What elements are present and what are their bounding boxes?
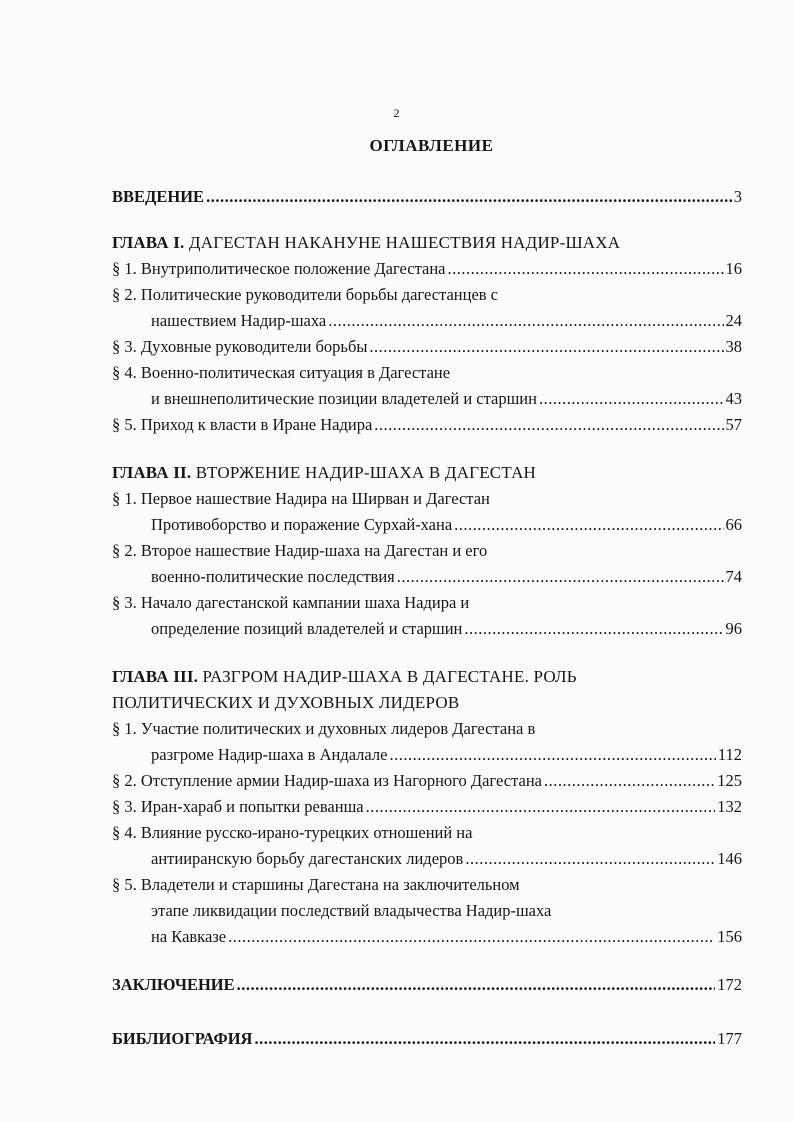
toc-entry-label: БИБЛИОГРАФИЯ [112,1029,253,1048]
dot-leader [237,972,716,998]
toc-section-line [112,334,742,360]
dot-leader [254,1026,715,1052]
dot-leader [454,512,723,538]
toc-entry-page: 177 [717,1029,742,1048]
dot-leader [539,386,724,412]
toc-section-line [112,898,742,924]
toc-section-label: § 1. Участие политических и духовных лидеров Дагестана в [112,719,536,738]
toc-entry-conclusion [112,972,742,998]
page-title: ОГЛАВЛЕНИЕ [369,136,494,155]
toc-section-line [112,794,742,820]
toc-section-label: Противоборство и поражение Сурхай-хана [151,515,453,534]
dot-leader [447,256,723,282]
toc-section-line [112,282,742,308]
dot-leader [228,924,715,950]
toc-section-label: § 2. Отступление армии Надир-шаха из Нагорного Дагестана [112,771,542,790]
page-number: 2 [393,106,400,120]
toc-section-line [112,386,742,412]
toc-section-label: и внешнеполитические позиции владетелей и старшин [151,389,537,408]
toc-section-line [112,360,742,386]
toc-section-page: 16 [725,259,742,278]
toc-section-line [112,256,742,282]
toc-section-label: § 3. Иран-хараб и попытки реванша [112,797,364,816]
toc-section-page: 66 [725,515,742,534]
toc-entry-label: ВВЕДЕНИЕ [112,187,205,206]
toc-section-page: 57 [725,415,742,434]
chapter-heading [112,690,742,716]
toc-section-label: § 2. Второе нашествие Надир-шаха на Дагестан и его [112,541,488,560]
toc-section-label: § 3. Начало дагестанской кампании шаха Надира и [112,593,470,612]
table-of-contents [112,184,742,1072]
toc-section-label: нашествием Надир-шаха [151,311,327,330]
toc-section-line [112,512,742,538]
dot-leader [544,768,715,794]
toc-section-label: определение позиций владетелей и старшин [151,619,463,638]
dot-leader [328,308,723,334]
chapter-block [112,460,742,642]
toc-entry-bibliography [112,1026,742,1052]
chapter-number: ГЛАВА I. [112,233,185,252]
toc-section-line [112,616,742,642]
toc-section-label: § 1. Внутриполитическое положение Дагестана [112,259,446,278]
toc-section-label: § 4. Влияние русско-ирано-турецких отношений на [112,823,473,842]
toc-section-label: военно-политические последствия [151,567,395,586]
chapter-title: ВТОРЖЕНИЕ НАДИР-ШАХА В ДАГЕСТАН [195,463,537,482]
toc-section-page: 74 [725,567,742,586]
toc-section-line [112,742,742,768]
chapter-number: ГЛАВА III. [112,667,199,686]
toc-entry-page: 3 [733,187,742,206]
toc-section-line [112,308,742,334]
chapter-heading [112,664,742,690]
chapter-block [112,664,742,950]
toc-section-line [112,590,742,616]
dot-leader [366,794,716,820]
toc-section-page: 146 [717,849,742,868]
toc-section-line [112,412,742,438]
dot-leader [374,412,723,438]
toc-section-line [112,716,742,742]
dot-leader [397,564,724,590]
toc-section-label: § 5. Приход к власти в Иране Надира [112,415,373,434]
dot-leader [369,334,723,360]
toc-entry-label: ЗАКЛЮЧЕНИЕ [112,975,235,994]
chapter-title: РАЗГРОМ НАДИР-ШАХА В ДАГЕСТАНЕ. РОЛЬ [202,667,577,686]
toc-section-label: разгроме Надир-шаха в Андалале [151,745,388,764]
toc-section-line [112,486,742,512]
toc-section-label: § 3. Духовные руководители борьбы [112,337,368,356]
toc-section-page: 96 [725,619,742,638]
chapter-title: ПОЛИТИЧЕСКИХ И ДУХОВНЫХ ЛИДЕРОВ [112,693,460,712]
toc-section-label: на Кавказе [151,927,227,946]
chapter-heading [112,230,742,256]
toc-entry-page: 172 [717,975,742,994]
dot-leader [465,846,715,872]
toc-section-page: 38 [725,337,742,356]
chapters-list [112,230,742,950]
toc-section-line [112,846,742,872]
toc-section-page: 24 [725,311,742,330]
toc-section-line [112,564,742,590]
toc-section-page: 125 [717,771,742,790]
toc-section-label: § 2. Политические руководители борьбы дагестанцев с [112,285,499,304]
toc-section-label: антииранскую борьбу дагестанских лидеров [151,849,464,868]
toc-entry-intro [112,184,742,210]
toc-section-page: 112 [717,745,742,764]
toc-section-label: § 5. Владетели и старшины Дагестана на заключительном [112,875,520,894]
dot-leader [206,184,732,210]
toc-section-page: 43 [725,389,742,408]
toc-section-label: этапе ликвидации последствий владычества Надир-шаха [151,901,552,920]
dot-leader [389,742,715,768]
chapter-block [112,230,742,438]
toc-section-line [112,768,742,794]
toc-section-line [112,538,742,564]
chapter-title: ДАГЕСТАН НАКАНУНЕ НАШЕСТВИЯ НАДИР-ШАХА [188,233,621,252]
toc-section-line [112,924,742,950]
toc-section-label: § 1. Первое нашествие Надира на Ширван и Дагестан [112,489,490,508]
toc-section-line [112,820,742,846]
toc-section-page: 132 [717,797,742,816]
chapter-number: ГЛАВА II. [112,463,192,482]
toc-section-line [112,872,742,898]
toc-section-page: 156 [717,927,742,946]
toc-section-label: § 4. Военно-политическая ситуация в Дагестане [112,363,451,382]
chapter-heading [112,460,742,486]
dot-leader [464,616,723,642]
